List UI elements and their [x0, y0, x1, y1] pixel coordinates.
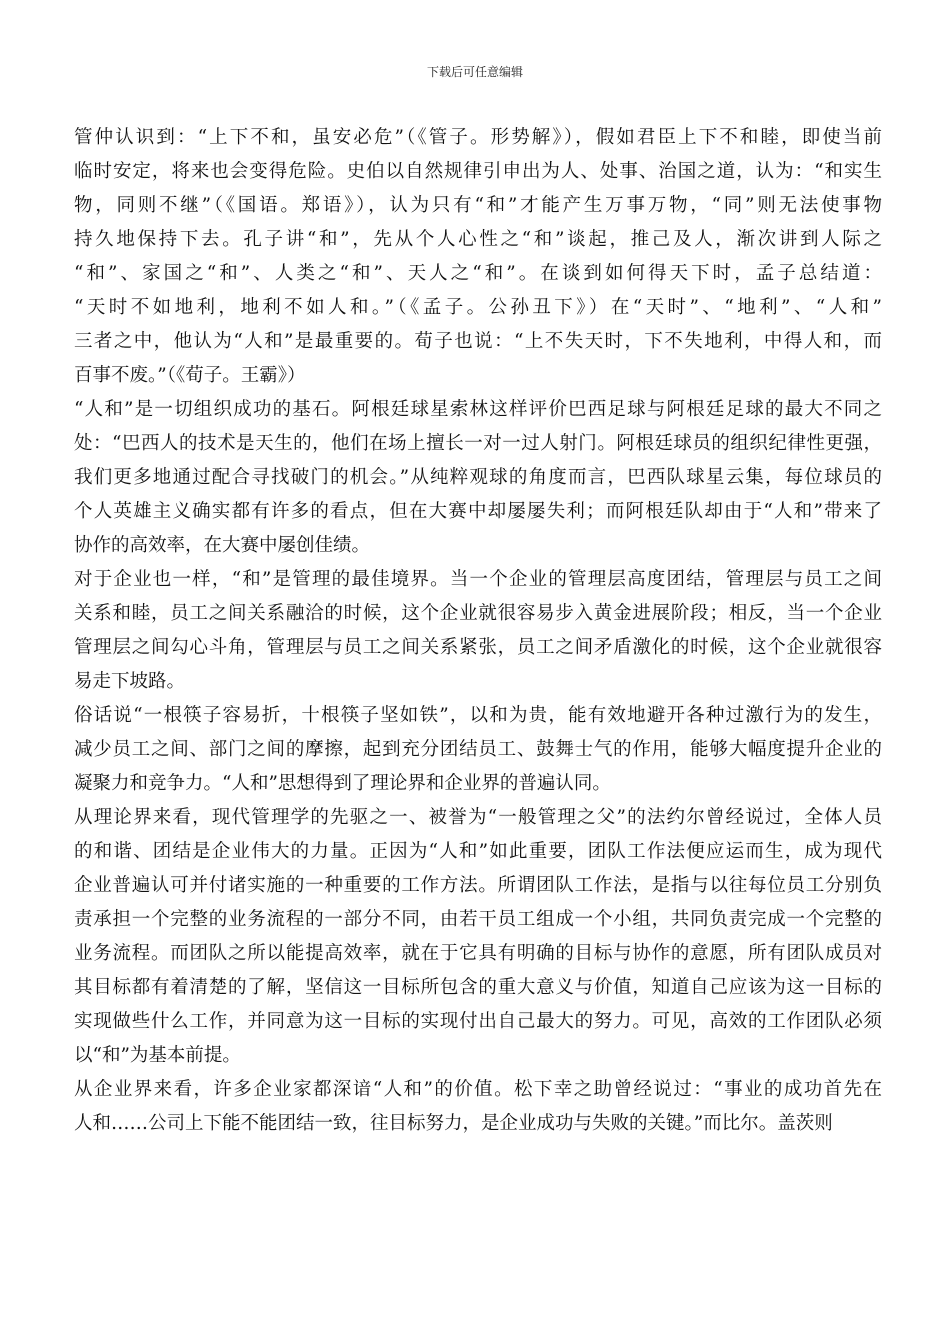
text-line: 俗话说“一根筷子容易折，十根筷子坚如铁”，以和为贵，能有效地避开各种过激行为的发生， — [74, 705, 882, 726]
page-header: 下载后可任意编辑 — [426, 65, 523, 79]
text-line: 从企业界来看，许多企业家都深谙“人和”的价值。松下幸之助曾经说过：“事业的成功首先在 — [74, 1079, 882, 1100]
text-line: 减少员工之间、部门之间的摩擦，起到充分团结员工、鼓舞士气的作用，能够大幅度提升企业的 — [74, 739, 882, 760]
text-line: 物，同则不继”（《国语。郑语》），认为只有“和”才能产生万事万物，“同”则无法使事物 — [74, 195, 882, 216]
document-body — [74, 121, 882, 1141]
text-line: 易走下坡路。 — [74, 671, 186, 692]
text-line: 的和谐、团结是企业伟大的力量。正因为“人和”如此重要，团队工作法便应运而生，成为现代 — [74, 841, 882, 862]
text-line: 处：“巴西人的技术是天生的，他们在场上擅长一对一过人射门。阿根廷球员的组织纪律性更强， — [74, 433, 882, 454]
paragraph — [74, 121, 882, 393]
text-line: 人和……公司上下能不能团结一致，往目标努力，是企业成功与失败的关键。”而比尔。盖茨则 — [74, 1113, 833, 1134]
text-line: 我们更多地通过配合寻找破门的机会。”从纯粹观球的角度而言，巴西队球星云集，每位球员的 — [74, 467, 882, 488]
text-line: 关系和睦，员工之间关系融洽的时候，这个企业就很容易步入黄金进展阶段；相反，当一个企业 — [74, 603, 882, 624]
text-line: 责承担一个完整的业务流程的一部分不同，由若干员工组成一个小组，共同负责完成一个完整的 — [74, 909, 882, 930]
text-line: 实现做些什么工作，并同意为这一目标的实现付出自己最大的努力。可见，高效的工作团队必须 — [74, 1011, 882, 1032]
paragraph — [74, 699, 882, 801]
text-line: 三者之中，他认为“人和”是最重要的。荀子也说：“上不失天时，下不失地利，中得人和，而 — [74, 331, 882, 352]
text-line: 以“和”为基本前提。 — [74, 1045, 241, 1066]
text-line: 临时安定，将来也会变得危险。史伯以自然规律引申出为人、处事、治国之道，认为：“和实生 — [74, 161, 882, 182]
text-line: 其目标都有着清楚的了解，坚信这一目标所包含的重大意义与价值，知道自己应该为这一目标的 — [74, 977, 882, 998]
paragraph — [74, 393, 882, 563]
text-line: 从理论界来看，现代管理学的先驱之一、被誉为“一般管理之父”的法约尔曾经说过，全体人员 — [74, 807, 882, 828]
text-line: 百事不废。”（《荀子。王霸》） — [74, 365, 306, 386]
paragraph — [74, 1073, 882, 1141]
text-line: 凝聚力和竞争力。“人和”思想得到了理论界和企业界的普遍认同。 — [74, 773, 611, 794]
paragraph — [74, 801, 882, 1073]
text-line: “和”、家国之“和”、人类之“和”、天人之“和”。在谈到如何得天下时，孟子总结道： — [74, 263, 882, 284]
text-line: 管理层之间勾心斗角，管理层与员工之间关系紧张，员工之间矛盾激化的时候，这个企业就很容 — [74, 637, 882, 658]
text-line: 管仲认识到：“上下不和，虽安必危”（《管子。形势解》），假如君臣上下不和睦，即使当前 — [74, 127, 882, 148]
text-line: 企业普遍认可并付诸实施的一种重要的工作方法。所谓团队工作法，是指与以往每位员工分别负 — [74, 875, 882, 896]
paragraph — [74, 563, 882, 699]
text-line: “人和”是一切组织成功的基石。阿根廷球星索林这样评价巴西足球与阿根廷足球的最大不同之 — [74, 399, 882, 420]
text-line: 持久地保持下去。孔子讲“和”，先从个人心性之“和”谈起，推己及人，渐次讲到人际之 — [74, 229, 882, 250]
text-line: “天时不如地利，地利不如人和。”（《孟子。公孙丑下》）在“天时”、“地利”、“人和” — [74, 297, 882, 318]
text-line: 协作的高效率，在大赛中屡创佳绩。 — [74, 535, 371, 556]
text-line: 个人英雄主义确实都有许多的看点，但在大赛中却屡屡失利；而阿根廷队却由于“人和”带来了 — [74, 501, 882, 522]
text-line: 业务流程。而团队之所以能提高效率，就在于它具有明确的目标与协作的意愿，所有团队成员对 — [74, 943, 882, 964]
text-line: 对于企业也一样，“和”是管理的最佳境界。当一个企业的管理层高度团结，管理层与员工之间 — [74, 569, 882, 590]
